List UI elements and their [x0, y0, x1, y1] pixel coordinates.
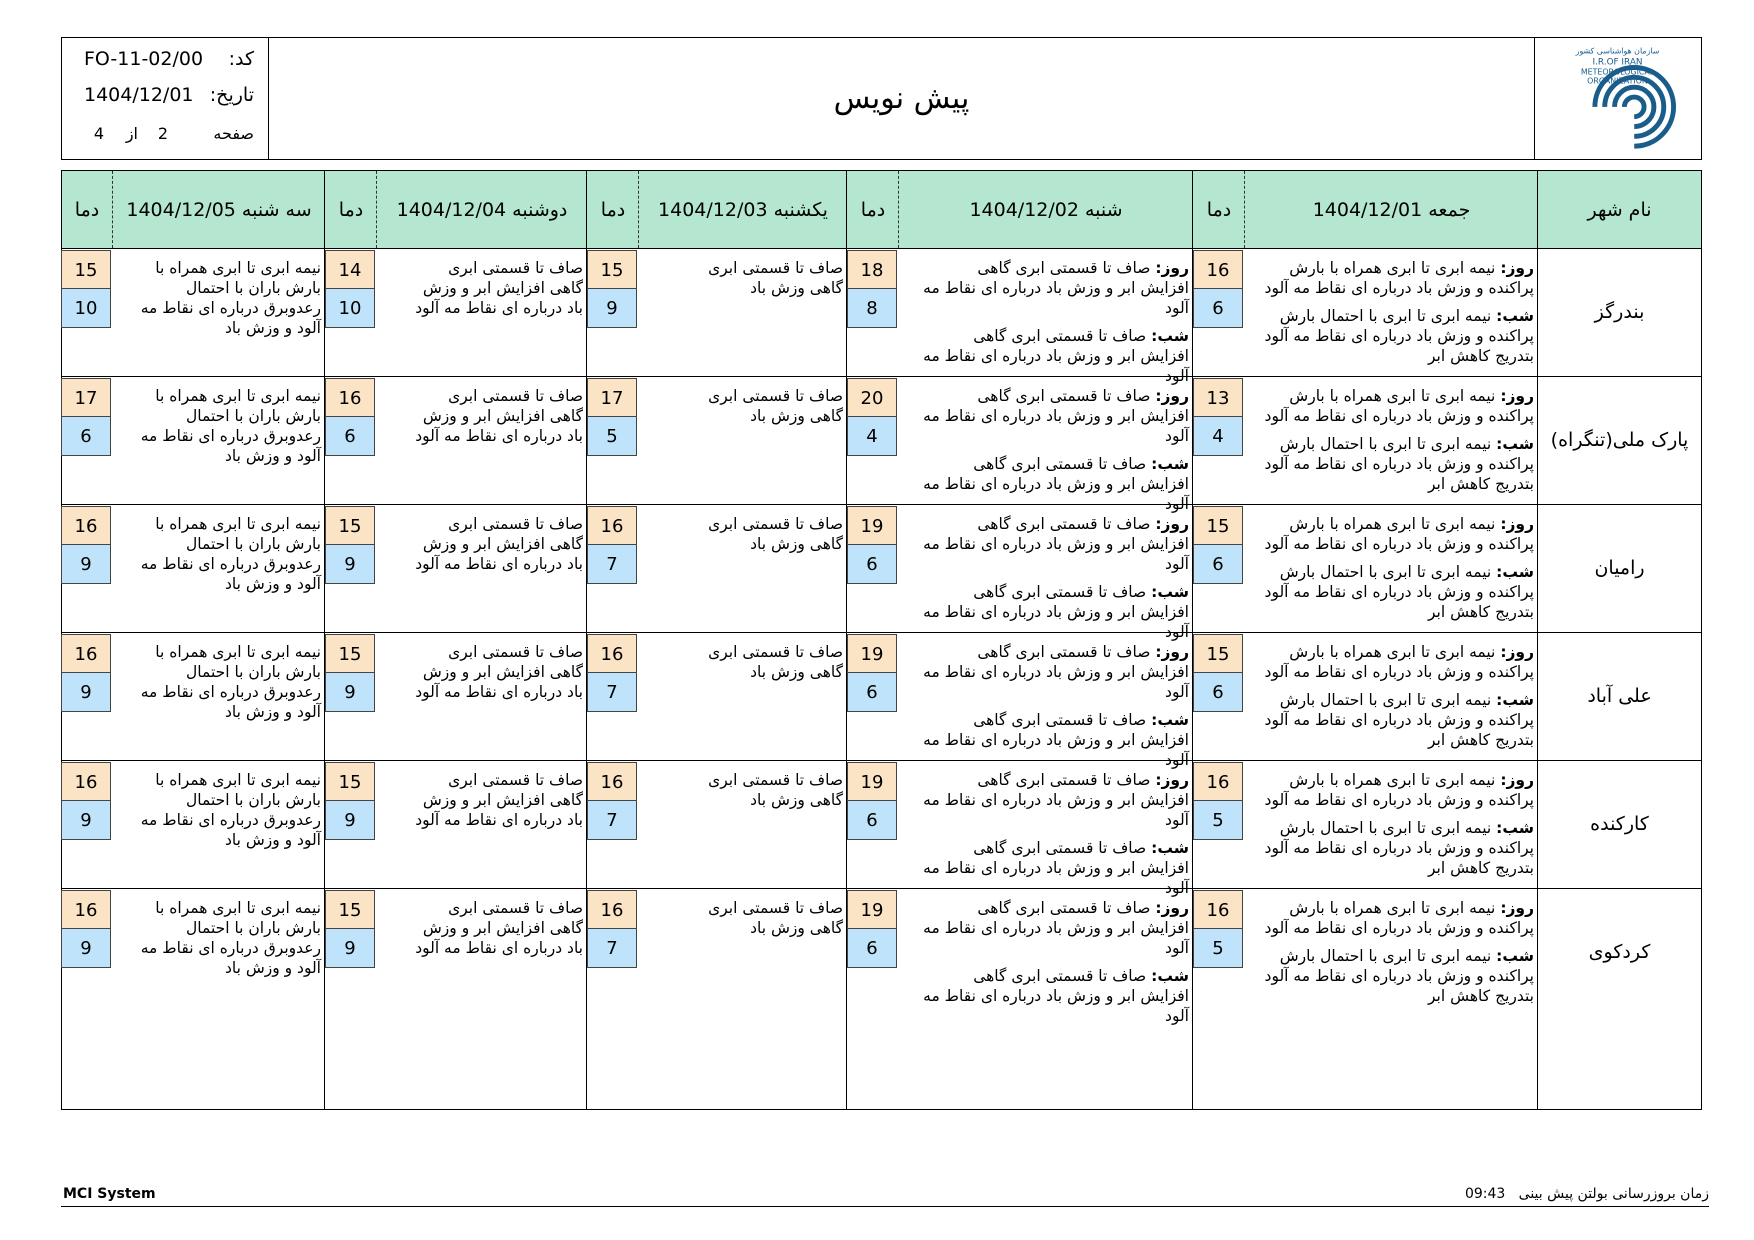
night-forecast-text: نیمه ابری تا ابری با احتمال بارش [1279, 691, 1492, 709]
max-temperature: 16 [587, 762, 637, 802]
forecast-text-line: بارش باران با احتمال [186, 535, 321, 553]
min-temperature: 5 [587, 416, 637, 456]
forecast-text-line: آلود و وزش باد [224, 575, 321, 593]
night-prefix: شب: [1151, 327, 1189, 345]
forecast-text-line: رعدوبرق درباره ای نقاط مه [140, 683, 321, 701]
day-prefix: روز: [1500, 387, 1534, 405]
column-dashed-divider [112, 171, 113, 248]
max-temperature: 15 [61, 250, 111, 290]
forecast-table [61, 170, 1702, 1110]
column-dashed-divider [898, 171, 899, 248]
day-forecast-text: پراکنده و وزش باد درباره ای نقاط مه آلود [1264, 663, 1534, 681]
day-forecast-text: آلود [1165, 939, 1189, 957]
min-temperature: 9 [587, 288, 637, 328]
min-temperature: 4 [1193, 416, 1243, 456]
day-forecast-text: صاف تا قسمتی ابری گاهی [977, 387, 1151, 405]
forecast-description [381, 514, 583, 574]
temp-header-5: دما [74, 198, 100, 221]
forecast-text-line: گاهی وزش باد [750, 407, 843, 425]
forecast-text-line: صاف تا قسمتی ابری [708, 387, 843, 405]
forecast-text-line: نیمه ابری تا ابری همراه با [155, 771, 321, 789]
table-row [62, 632, 1701, 769]
forecast-description [643, 386, 843, 426]
night-forecast-text: صاف تا قسمتی ابری گاهی [973, 711, 1147, 729]
day-header-3: یکشنبه 1404/12/03 [658, 198, 828, 221]
day-prefix: روز: [1155, 771, 1189, 789]
max-temperature: 15 [1193, 506, 1243, 546]
city-name: پارک ملی(تنگراه) [1550, 429, 1689, 451]
forecast-text-line: صاف تا قسمتی ابری [448, 899, 583, 917]
min-temperature: 9 [61, 544, 111, 584]
day-forecast-text: افزایش ابر و وزش باد درباره ای نقاط مه [923, 279, 1189, 297]
day-forecast-text: پراکنده و وزش باد درباره ای نقاط مه آلود [1264, 791, 1534, 809]
forecast-description [1249, 642, 1534, 750]
logo-line2: I.R.OF IRAN [1592, 57, 1643, 68]
forecast-text-line: آلود و وزش باد [224, 831, 321, 849]
max-temperature: 16 [1193, 250, 1243, 290]
page-of-label: از [125, 124, 138, 143]
day-forecast-text: نیمه ابری تا ابری همراه با بارش [1289, 259, 1496, 277]
max-temperature: 19 [847, 506, 897, 546]
page-number: 2 [157, 124, 168, 143]
forecast-text-line: رعدوبرق درباره ای نقاط مه [140, 299, 321, 317]
day-forecast-text: صاف تا قسمتی ابری گاهی [977, 643, 1151, 661]
forecast-description [117, 642, 321, 722]
night-forecast-text: بتدریج کاهش ابر [1428, 603, 1534, 621]
day-forecast-text: افزایش ابر و وزش باد درباره ای نقاط مه [923, 535, 1189, 553]
table-row [62, 248, 1701, 385]
forecast-text-line: نیمه ابری تا ابری همراه با [155, 259, 321, 277]
night-prefix: شب: [1496, 563, 1534, 581]
forecast-text-line: صاف تا قسمتی ابری [708, 899, 843, 917]
date-value: 1404/12/01 [84, 84, 194, 106]
forecast-description [903, 898, 1189, 1026]
min-temperature: 7 [587, 928, 637, 968]
forecast-text-line: صاف تا قسمتی ابری [448, 259, 583, 277]
night-forecast-text: صاف تا قسمتی ابری گاهی [973, 839, 1147, 857]
night-forecast-text: آلود [1165, 879, 1189, 897]
day-forecast-text: آلود [1165, 555, 1189, 573]
forecast-text-line: نیمه ابری تا ابری همراه با [155, 387, 321, 405]
forecast-text-line: گاهی وزش باد [750, 919, 843, 937]
forecast-description [903, 258, 1189, 386]
min-temperature: 10 [325, 288, 375, 328]
min-temperature: 9 [61, 672, 111, 712]
forecast-text-line: گاهی وزش باد [750, 535, 843, 553]
code-value: FO-11-02/00 [84, 48, 204, 70]
night-forecast-text: آلود [1165, 495, 1189, 513]
min-temperature: 6 [1193, 544, 1243, 584]
day-prefix: روز: [1500, 771, 1534, 789]
night-forecast-text: بتدریج کاهش ابر [1428, 987, 1534, 1005]
forecast-text-line: آلود و وزش باد [224, 447, 321, 465]
night-forecast-text: افزایش ابر و وزش باد درباره ای نقاط مه [923, 347, 1189, 365]
night-forecast-text: افزایش ابر و وزش باد درباره ای نقاط مه [923, 987, 1189, 1005]
forecast-description [643, 770, 843, 810]
max-temperature: 13 [1193, 378, 1243, 418]
min-temperature: 6 [847, 800, 897, 840]
forecast-text-line: باد درباره ای نقاط مه آلود [415, 299, 583, 317]
forecast-text-line: باد درباره ای نقاط مه آلود [415, 555, 583, 573]
night-forecast-text: پراکنده و وزش باد درباره ای نقاط مه آلود [1264, 583, 1534, 601]
day-prefix: روز: [1155, 643, 1189, 661]
max-temperature: 16 [325, 378, 375, 418]
night-prefix: شب: [1496, 691, 1534, 709]
night-forecast-text: صاف تا قسمتی ابری گاهی [973, 583, 1147, 601]
max-temperature: 16 [61, 762, 111, 802]
forecast-text-line: گاهی افزایش ابر و وزش [422, 919, 583, 937]
min-temperature: 6 [325, 416, 375, 456]
min-temperature: 7 [587, 672, 637, 712]
night-forecast-text: صاف تا قسمتی ابری گاهی [973, 967, 1147, 985]
min-temperature: 9 [325, 928, 375, 968]
day-forecast-text: پراکنده و وزش باد درباره ای نقاط مه آلود [1264, 407, 1534, 425]
day-forecast-text: پراکنده و وزش باد درباره ای نقاط مه آلود [1264, 279, 1534, 297]
max-temperature: 17 [587, 378, 637, 418]
code-label: کد: [228, 48, 254, 70]
city-header: نام شهر [1587, 198, 1652, 221]
forecast-text-line: باد درباره ای نقاط مه آلود [415, 427, 583, 445]
min-temperature: 9 [325, 800, 375, 840]
day-forecast-text: نیمه ابری تا ابری همراه با بارش [1289, 387, 1496, 405]
day-forecast-text: نیمه ابری تا ابری همراه با بارش [1289, 899, 1496, 917]
forecast-text-line: گاهی وزش باد [750, 791, 843, 809]
date-line [78, 84, 254, 114]
page-title: پیش نویس [833, 81, 970, 116]
night-prefix: شب: [1151, 583, 1189, 601]
table-row [62, 504, 1701, 641]
night-forecast-text: افزایش ابر و وزش باد درباره ای نقاط مه [923, 603, 1189, 621]
forecast-text-line: گاهی افزایش ابر و وزش [422, 791, 583, 809]
min-temperature: 6 [847, 672, 897, 712]
max-temperature: 14 [325, 250, 375, 290]
night-prefix: شب: [1151, 967, 1189, 985]
forecast-text-line: رعدوبرق درباره ای نقاط مه [140, 427, 321, 445]
max-temperature: 16 [587, 634, 637, 674]
forecast-text-line: گاهی وزش باد [750, 279, 843, 297]
min-temperature: 8 [847, 288, 897, 328]
day-prefix: روز: [1155, 259, 1189, 277]
min-temperature: 9 [61, 928, 111, 968]
page-label: صفحه [213, 124, 254, 143]
forecast-text-line: آلود و وزش باد [224, 959, 321, 977]
forecast-text-line: نیمه ابری تا ابری همراه با [155, 643, 321, 661]
table-header-row [62, 171, 1701, 249]
day-prefix: روز: [1500, 515, 1534, 533]
forecast-text-line: گاهی افزایش ابر و وزش [422, 663, 583, 681]
forecast-description [1249, 770, 1534, 878]
day-forecast-text: صاف تا قسمتی ابری گاهی [977, 771, 1151, 789]
forecast-text-line: رعدوبرق درباره ای نقاط مه [140, 811, 321, 829]
max-temperature: 20 [847, 378, 897, 418]
forecast-text-line: صاف تا قسمتی ابری [448, 771, 583, 789]
forecast-description [381, 898, 583, 958]
day-prefix: روز: [1155, 515, 1189, 533]
max-temperature: 15 [325, 890, 375, 930]
city-name: بندرگز [1594, 301, 1645, 323]
max-temperature: 15 [1193, 634, 1243, 674]
meteorological-logo-icon [1535, 38, 1701, 159]
min-temperature: 6 [1193, 672, 1243, 712]
night-forecast-text: افزایش ابر و وزش باد درباره ای نقاط مه [923, 475, 1189, 493]
min-temperature: 9 [61, 800, 111, 840]
forecast-text-line: صاف تا قسمتی ابری [448, 643, 583, 661]
footer-divider [61, 1206, 1709, 1207]
forecast-text-line: نیمه ابری تا ابری همراه با [155, 899, 321, 917]
forecast-description [117, 514, 321, 594]
min-temperature: 5 [1193, 800, 1243, 840]
column-dashed-divider [376, 171, 377, 248]
code-line [78, 48, 254, 78]
forecast-description [903, 770, 1189, 898]
max-temperature: 15 [325, 634, 375, 674]
max-temperature: 19 [847, 634, 897, 674]
forecast-text-line: رعدوبرق درباره ای نقاط مه [140, 555, 321, 573]
min-temperature: 5 [1193, 928, 1243, 968]
min-temperature: 7 [587, 544, 637, 584]
temp-header-2: دما [860, 198, 886, 221]
day-forecast-text: پراکنده و وزش باد درباره ای نقاط مه آلود [1264, 919, 1534, 937]
night-forecast-text: پراکنده و وزش باد درباره ای نقاط مه آلود [1264, 455, 1534, 473]
organization-logo [1534, 38, 1701, 159]
max-temperature: 16 [587, 890, 637, 930]
city-name: کردکوی [1588, 941, 1651, 963]
forecast-description [903, 514, 1189, 642]
max-temperature: 15 [325, 506, 375, 546]
max-temperature: 16 [1193, 890, 1243, 930]
forecast-text-line: صاف تا قسمتی ابری [448, 515, 583, 533]
footer-system-name: MCI System [63, 1186, 156, 1202]
forecast-description [643, 258, 843, 298]
night-forecast-text: افزایش ابر و وزش باد درباره ای نقاط مه [923, 859, 1189, 877]
day-forecast-text: نیمه ابری تا ابری همراه با بارش [1289, 771, 1496, 789]
date-label: تاریخ: [209, 84, 254, 106]
forecast-text-line: آلود و وزش باد [224, 319, 321, 337]
night-forecast-text: بتدریج کاهش ابر [1428, 731, 1534, 749]
forecast-text-line: بارش باران با احتمال [186, 791, 321, 809]
day-header-1: جمعه 1404/12/01 [1312, 198, 1471, 221]
night-forecast-text: آلود [1165, 623, 1189, 641]
document-code-box [62, 38, 269, 159]
night-forecast-text: نیمه ابری تا ابری با احتمال بارش [1279, 435, 1492, 453]
night-forecast-text: پراکنده و وزش باد درباره ای نقاط مه آلود [1264, 839, 1534, 857]
max-temperature: 17 [61, 378, 111, 418]
forecast-text-line: باد درباره ای نقاط مه آلود [415, 811, 583, 829]
night-prefix: شب: [1151, 839, 1189, 857]
forecast-description [381, 258, 583, 318]
city-name: علی آباد [1587, 685, 1652, 707]
day-forecast-text: آلود [1165, 299, 1189, 317]
forecast-text-line: آلود و وزش باد [224, 703, 321, 721]
max-temperature: 16 [61, 506, 111, 546]
night-forecast-text: پراکنده و وزش باد درباره ای نقاط مه آلود [1264, 711, 1534, 729]
night-prefix: شب: [1496, 307, 1534, 325]
forecast-text-line: صاف تا قسمتی ابری [708, 515, 843, 533]
forecast-text-line: بارش باران با احتمال [186, 663, 321, 681]
forecast-description [643, 642, 843, 682]
night-forecast-text: پراکنده و وزش باد درباره ای نقاط مه آلود [1264, 327, 1534, 345]
forecast-description [643, 898, 843, 938]
forecast-text-line: بارش باران با احتمال [186, 407, 321, 425]
day-prefix: روز: [1500, 899, 1534, 917]
forecast-text-line: صاف تا قسمتی ابری [708, 259, 843, 277]
forecast-description [117, 898, 321, 978]
night-prefix: شب: [1151, 711, 1189, 729]
night-forecast-text: نیمه ابری تا ابری با احتمال بارش [1279, 563, 1492, 581]
night-prefix: شب: [1151, 455, 1189, 473]
forecast-text-line: رعدوبرق درباره ای نقاط مه [140, 939, 321, 957]
day-prefix: روز: [1500, 643, 1534, 661]
night-forecast-text: صاف تا قسمتی ابری گاهی [973, 327, 1147, 345]
forecast-description [1249, 514, 1534, 622]
day-forecast-text: آلود [1165, 683, 1189, 701]
forecast-text-line: گاهی افزایش ابر و وزش [422, 279, 583, 297]
forecast-text-line: صاف تا قسمتی ابری [708, 771, 843, 789]
temp-header-3: دما [600, 198, 626, 221]
min-temperature: 9 [325, 544, 375, 584]
day-forecast-text: افزایش ابر و وزش باد درباره ای نقاط مه [923, 407, 1189, 425]
forecast-text-line: باد درباره ای نقاط مه آلود [415, 683, 583, 701]
max-temperature: 16 [61, 890, 111, 930]
max-temperature: 16 [1193, 762, 1243, 802]
night-prefix: شب: [1496, 947, 1534, 965]
day-forecast-text: آلود [1165, 811, 1189, 829]
table-row [62, 376, 1701, 513]
max-temperature: 19 [847, 762, 897, 802]
forecast-text-line: صاف تا قسمتی ابری [708, 643, 843, 661]
day-forecast-text: صاف تا قسمتی ابری گاهی [977, 899, 1151, 917]
night-forecast-text: صاف تا قسمتی ابری گاهی [973, 455, 1147, 473]
column-dashed-divider [638, 171, 639, 248]
day-forecast-text: صاف تا قسمتی ابری گاهی [977, 515, 1151, 533]
min-temperature: 10 [61, 288, 111, 328]
forecast-text-line: بارش باران با احتمال [186, 919, 321, 937]
day-forecast-text: افزایش ابر و وزش باد درباره ای نقاط مه [923, 791, 1189, 809]
forecast-text-line: باد درباره ای نقاط مه آلود [415, 939, 583, 957]
day-forecast-text: نیمه ابری تا ابری همراه با بارش [1289, 643, 1496, 661]
forecast-description [1249, 258, 1534, 366]
min-temperature: 6 [847, 928, 897, 968]
night-forecast-text: آلود [1165, 367, 1189, 385]
night-forecast-text: افزایش ابر و وزش باد درباره ای نقاط مه [923, 731, 1189, 749]
day-forecast-text: نیمه ابری تا ابری همراه با بارش [1289, 515, 1496, 533]
min-temperature: 6 [847, 544, 897, 584]
day-prefix: روز: [1155, 387, 1189, 405]
min-temperature: 4 [847, 416, 897, 456]
min-temperature: 9 [325, 672, 375, 712]
min-temperature: 7 [587, 800, 637, 840]
day-forecast-text: افزایش ابر و وزش باد درباره ای نقاط مه [923, 919, 1189, 937]
day-forecast-text: آلود [1165, 427, 1189, 445]
max-temperature: 18 [847, 250, 897, 290]
forecast-text-line: بارش باران با احتمال [186, 279, 321, 297]
night-forecast-text: بتدریج کاهش ابر [1428, 347, 1534, 365]
temp-header-4: دما [338, 198, 364, 221]
max-temperature: 19 [847, 890, 897, 930]
temp-header-1: دما [1206, 198, 1232, 221]
night-forecast-text: نیمه ابری تا ابری با احتمال بارش [1279, 819, 1492, 837]
table-row [62, 888, 1701, 1025]
day-forecast-text: افزایش ابر و وزش باد درباره ای نقاط مه [923, 663, 1189, 681]
night-forecast-text: نیمه ابری تا ابری با احتمال بارش [1279, 307, 1492, 325]
forecast-text-line: نیمه ابری تا ابری همراه با [155, 515, 321, 533]
document-header [61, 37, 1702, 160]
city-name: رامیان [1594, 557, 1645, 579]
forecast-description [1249, 386, 1534, 494]
forecast-description [381, 386, 583, 446]
forecast-description [643, 514, 843, 554]
forecast-text-line: گاهی افزایش ابر و وزش [422, 535, 583, 553]
min-temperature: 6 [61, 416, 111, 456]
forecast-text-line: صاف تا قسمتی ابری [448, 387, 583, 405]
min-temperature: 6 [1193, 288, 1243, 328]
day-header-5: سه شنبه 1404/12/05 [126, 198, 312, 221]
column-dashed-divider [1244, 171, 1245, 248]
footer-update-value: 09:43 [1464, 1186, 1506, 1202]
city-name: کارکنده [1590, 813, 1649, 835]
forecast-description [117, 770, 321, 850]
forecast-description [117, 386, 321, 466]
max-temperature: 15 [587, 250, 637, 290]
forecast-description [903, 386, 1189, 514]
logo-line1: سازمان هواشناسی کشور [1575, 46, 1660, 56]
forecast-description [381, 642, 583, 702]
max-temperature: 16 [587, 506, 637, 546]
max-temperature: 16 [61, 634, 111, 674]
night-prefix: شب: [1496, 435, 1534, 453]
day-prefix: روز: [1500, 259, 1534, 277]
max-temperature: 15 [325, 762, 375, 802]
night-forecast-text: بتدریج کاهش ابر [1428, 859, 1534, 877]
night-prefix: شب: [1496, 819, 1534, 837]
forecast-description [117, 258, 321, 338]
night-forecast-text: آلود [1165, 1007, 1189, 1025]
forecast-text-line: گاهی وزش باد [750, 663, 843, 681]
logo-line4: ORGANIZATION [1587, 76, 1648, 86]
day-forecast-text: پراکنده و وزش باد درباره ای نقاط مه آلود [1264, 535, 1534, 553]
night-forecast-text: نیمه ابری تا ابری با احتمال بارش [1279, 947, 1492, 965]
day-header-2: شنبه 1404/12/02 [969, 198, 1123, 221]
night-forecast-text: پراکنده و وزش باد درباره ای نقاط مه آلود [1264, 967, 1534, 985]
logo-line3: METEOROLOGICAL [1580, 67, 1655, 77]
night-forecast-text: بتدریج کاهش ابر [1428, 475, 1534, 493]
table-row [62, 760, 1701, 897]
page-total: 4 [93, 124, 104, 143]
footer-update-time [1465, 1186, 1709, 1202]
forecast-description [1249, 898, 1534, 1006]
day-forecast-text: صاف تا قسمتی ابری گاهی [977, 259, 1151, 277]
night-forecast-text: آلود [1165, 751, 1189, 769]
footer-update-label: زمان بروزرسانی بولتن پیش بینی [1518, 1186, 1709, 1202]
forecast-description [903, 642, 1189, 770]
forecast-description [381, 770, 583, 830]
page-line [78, 124, 254, 150]
day-prefix: روز: [1155, 899, 1189, 917]
day-header-4: دوشنبه 1404/12/04 [396, 198, 568, 221]
forecast-text-line: گاهی افزایش ابر و وزش [422, 407, 583, 425]
